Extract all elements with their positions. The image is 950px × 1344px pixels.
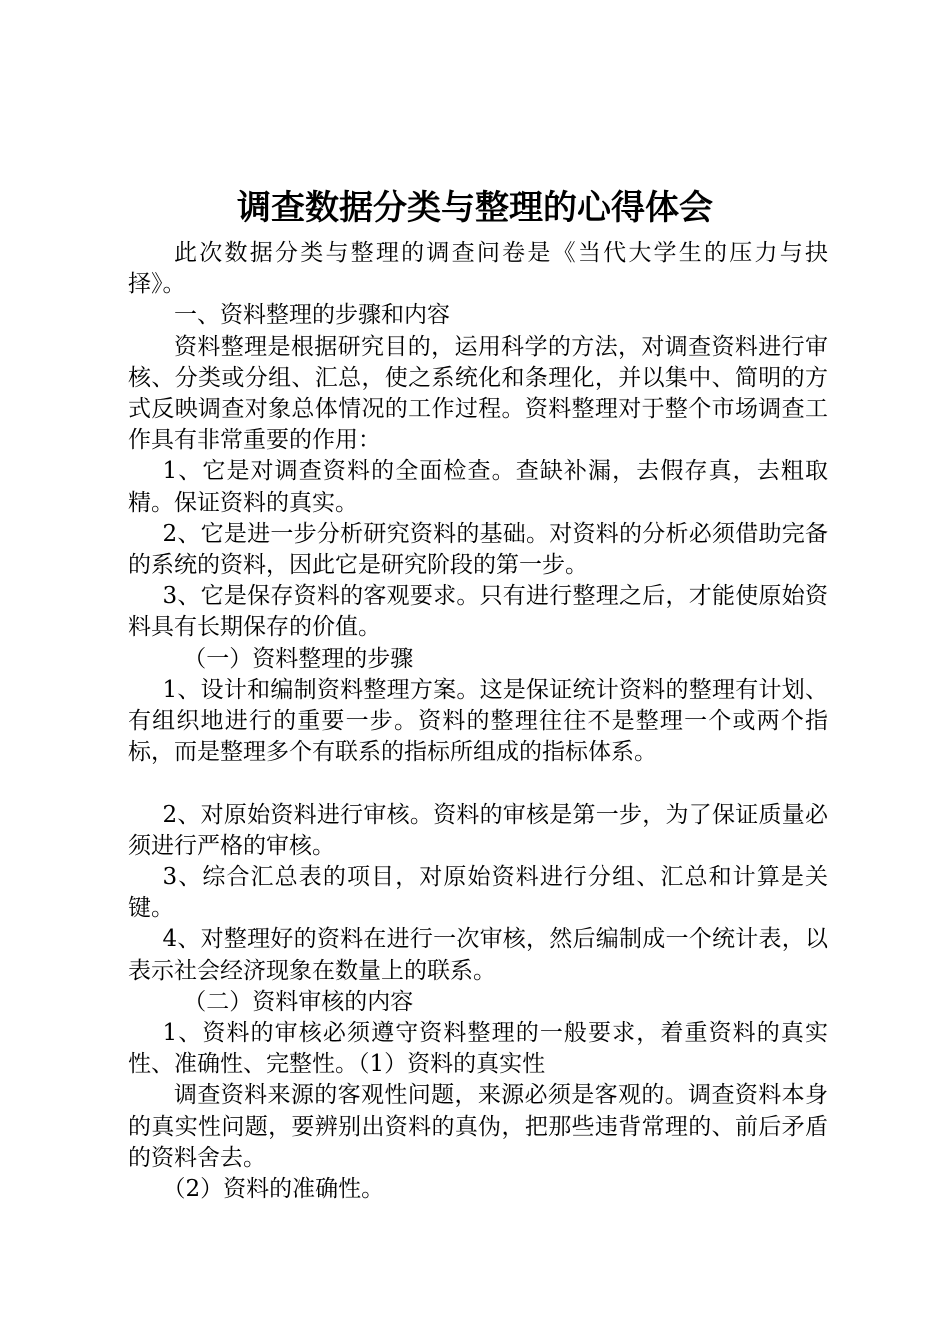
step-item-2: 2、对原始资料进行审核。资料的审核是第一步，为了保证质量必须进行严格的审核。 [128,801,828,859]
step-item-4: 4、对整理好的资料在进行一次审核，然后编制成一个统计表，以表示社会经济现象在数量上的联系。 [128,926,828,984]
document-body [128,238,828,1205]
section-heading-1: 一、资料整理的步骤和内容 [174,302,450,329]
step-item-1: 1、设计和编制资料整理方案。这是保证统计资料的整理有计划、有组织地进行的重要一步。资料的整理往往不是整理一个或两个指标，而是整理多个有联系的指标所组成的指标体系。 [128,676,828,766]
review-item-1: 1、资料的审核必须遵守资料整理的一般要求，着重资料的真实性、准确性、完整性。（1）资料的真实性 [128,1020,828,1078]
paragraph-intro: 此次数据分类与整理的调查问卷是《当代大学生的压力与抉择》。 [128,240,828,298]
document-title: 调查数据分类与整理的心得体会 [237,188,713,228]
paragraph-authenticity: 调查资料来源的客观性问题，来源必须是客观的。调查资料本身的真实性问题，要辨别出资料的真伪，把那些违背常理的、前后矛盾的资料舍去。 [128,1082,828,1171]
review-item-accuracy: （2）资料的准确性。 [162,1176,385,1203]
subsection-heading-1: （一）资料整理的步骤 [183,645,414,672]
blank-line [128,768,828,799]
list-item-2: 2、它是进一步分析研究资料的基础。对资料的分析必须借助完备的系统的资料，因此它是研究阶段的第一步。 [128,520,828,579]
step-item-3: 3、综合汇总表的项目，对原始资料进行分组、汇总和计算是关键。 [128,864,828,922]
list-item-1: 1、它是对调查资料的全面检查。查缺补漏，去假存真，去粗取精。保证资料的真实。 [128,458,828,516]
paragraph-definition: 资料整理是根据研究目的，运用科学的方法，对调查资料进行审核、分类或分组、汇总，使之系统化和条理化，并以集中、简明的方式反映调查对象总体情况的工作过程。资料整理对于整个市场调查工作具有非常重要的作用： [128,333,828,454]
subsection-heading-2: （二）资料审核的内容 [183,988,414,1015]
list-item-3: 3、它是保存资料的客观要求。只有进行整理之后，才能使原始资料具有长期保存的价值。 [128,583,828,641]
